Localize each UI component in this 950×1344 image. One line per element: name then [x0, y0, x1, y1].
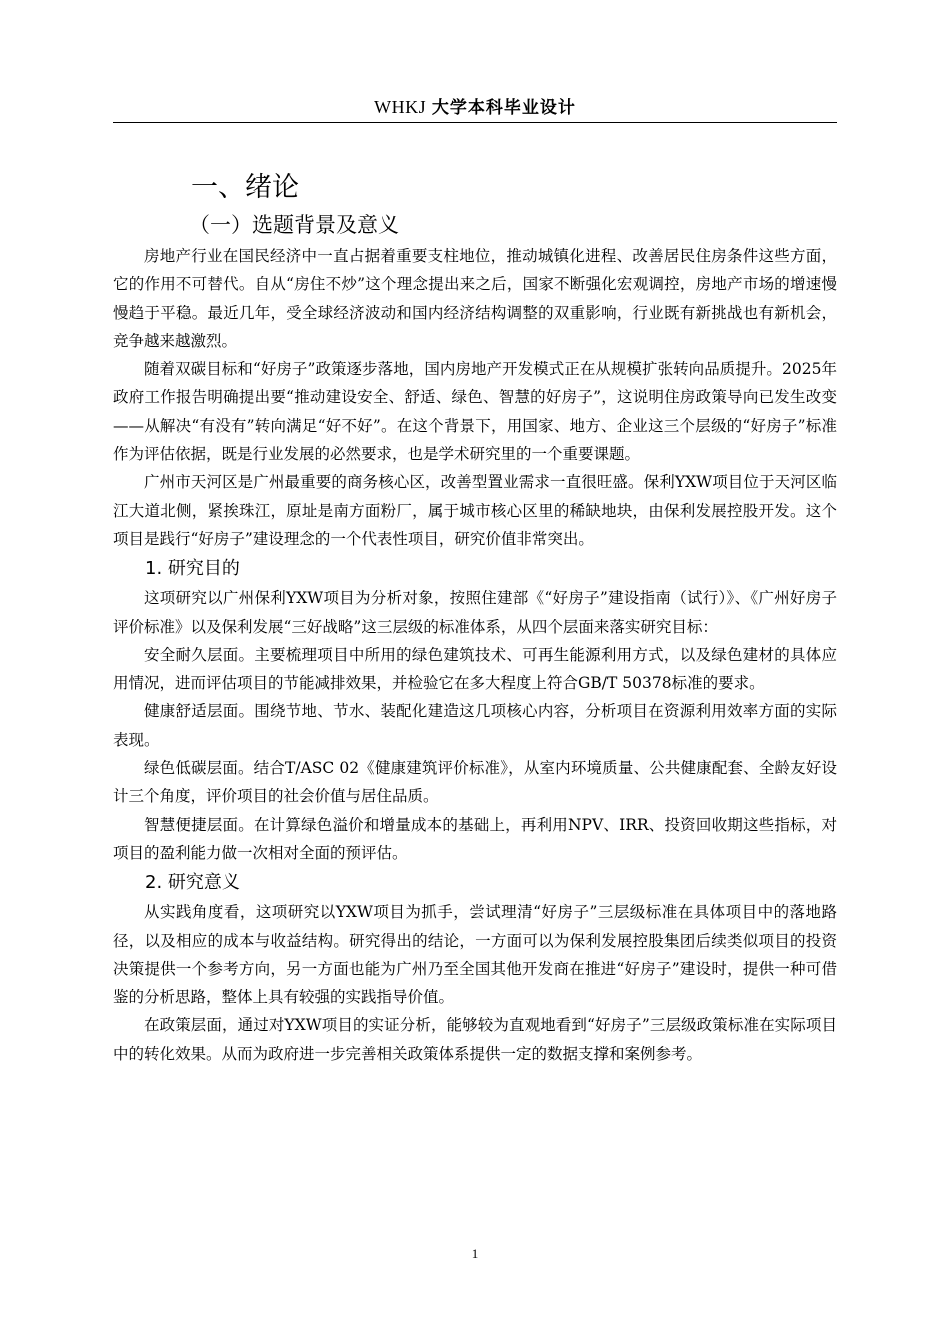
- paragraph: 广州市天河区是广州最重要的商务核心区，改善型置业需求一直很旺盛。保利YXW项目位于天河区临江大道北侧，紧挨珠江，原址是南方面粉厂，属于城市核心区里的稀缺地块，由保利发展控股开发。这个项目是践行“好房子”建设理念的一个代表性项目，研究价值非常突出。: [113, 473, 837, 548]
- subsection-title-significance: 2. 研究意义: [145, 872, 240, 894]
- paragraph: 健康舒适层面。围绕节地、节水、装配化建造这几项核心内容，分析项目在资源利用效率方面的实际表现。: [113, 702, 837, 749]
- page-number: 1: [471, 1246, 479, 1261]
- paragraph: 绿色低碳层面。结合T/ASC 02《健康建筑评价标准》，从室内环境质量、公共健康配套、全龄友好设计三个角度，评价项目的社会价值与居住品质。: [113, 759, 837, 806]
- paragraph: 这项研究以广州保利YXW项目为分析对象，按照住建部《“好房子”建设指南（试行）》、《广州好房子评价标准》以及保利发展“三好战略”这三层级的标准体系，从四个层面来落实研究目标：: [113, 589, 837, 636]
- paragraph: 房地产行业在国民经济中一直占据着重要支柱地位，推动城镇化进程、改善居民住房条件这些方面，它的作用不可替代。自从“房住不炒”这个理念提出来之后，国家不断强化宏观调控，房地产市场的增速慢慢趋于平稳。最近几年，受全球经济波动和国内经济结构调整的双重影响，行业既有新挑战也有新机会，竞争越来越激烈。: [113, 247, 837, 350]
- paragraph: 从实践角度看，这项研究以YXW项目为抓手，尝试理清“好房子”三层级标准在具体项目中的落地路径，以及相应的成本与收益结构。研究得出的结论，一方面可以为保利发展控股集团后续类似项目的投资决策提供一个参考方向，另一方面也能为广州乃至全国其他开发商在推进“好房子”建设时，提供一种可借鉴的分析思路，整体上具有较强的实践指导价值。: [113, 903, 837, 1007]
- header-code: WHKJ: [374, 97, 427, 117]
- paragraph: 智慧便捷层面。在计算绿色溢价和增量成本的基础上，再利用NPV、IRR、投资回收期这些指标，对项目的盈利能力做一次相对全面的预评估。: [113, 815, 837, 862]
- section-title: （一）选题背景及意义: [189, 213, 399, 237]
- paragraph: 在政策层面，通过对YXW项目的实证分析，能够较为直观地看到“好房子”三层级政策标准在实际项目中的转化效果。从而为政府进一步完善相关政策体系提供一定的数据支撑和案例参考。: [113, 1016, 837, 1063]
- chapter-title: 一、绪论: [191, 172, 299, 203]
- page-header: [113, 96, 837, 120]
- paragraph: 随着双碳目标和“好房子”政策逐步落地，国内房地产开发模式正在从规模扩张转向品质提升。2025年政府工作报告明确提出要“推动建设安全、舒适、绿色、智慧的好房子”，这说明住房政策导向已发生改变——从解决“有没有”转向满足“好不好”。在这个背景下，用国家、地方、企业这三个层级的“好房子”标准作为评估依据，既是行业发展的必然要求，也是学术研究里的一个重要课题。: [113, 360, 837, 464]
- header-rule: [113, 122, 837, 123]
- paragraph: 安全耐久层面。主要梳理项目中所用的绿色建筑技术、可再生能源利用方式，以及绿色建材的具体应用情况，进而评估项目的节能减排效果，并检验它在多大程度上符合GB/T 50378标准的要求。: [113, 645, 837, 693]
- subsection-title-purpose: 1. 研究目的: [145, 558, 240, 580]
- header-title: 大学本科毕业设计: [431, 98, 576, 118]
- page-body: [113, 168, 837, 1068]
